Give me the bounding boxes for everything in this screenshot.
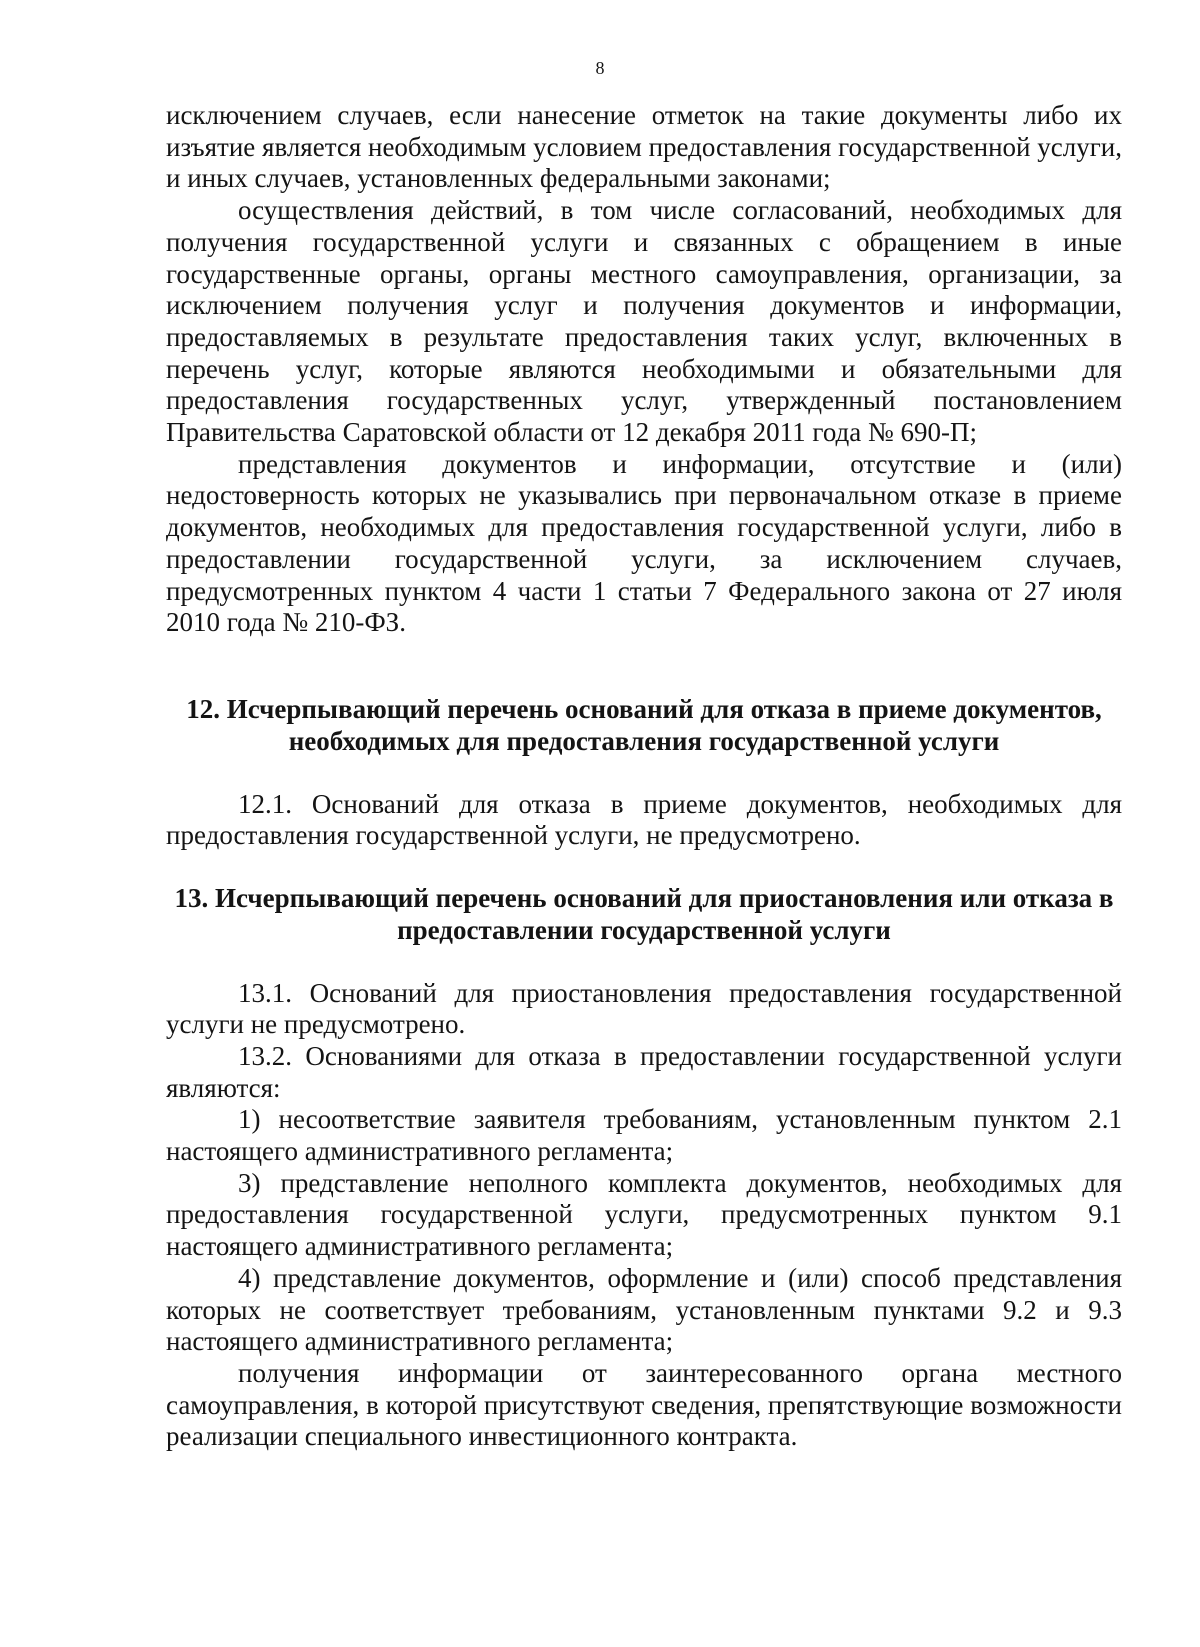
paragraph-intro-continuation: исключением случаев, если нанесение отметок на такие документы либо их изъятие является необходимым условием предоставления государственной услуги, и иных случаев, установленных федеральными законами; bbox=[166, 100, 1122, 194]
page-number: 8 bbox=[595, 58, 605, 78]
list-item-13-2-information: получения информации от заинтересованного органа местного самоуправления, в которой присутствуют сведения, препятствующие возможности реализации специального инвестиционного контракта. bbox=[166, 1357, 1122, 1452]
list-item-13-2-3: 3) представление неполного комплекта документов, необходимых для предоставления государственной услуги, предусмотренных пунктом 9.1 настоящего административного регламента; bbox=[166, 1167, 1122, 1262]
paragraph-intro-documents: представления документов и информации, отсутствие и (или) недостоверность которых не указывались при первоначальном отказе в приеме документов, необходимых для предоставления государственной услуги, либо в предоставлении государственной услуги, за исключением случаев, предусмотренных пунктом 4 части 1 статьи 7 Федерального закона от 27 июля 2010 года № 210-ФЗ. bbox=[166, 448, 1122, 638]
section-12-heading: 12. Исчерпывающий перечень оснований для отказа в приеме документов, необходимых для предоставления государственной услуги bbox=[186, 693, 1102, 756]
section-13-heading: 13. Исчерпывающий перечень оснований для приостановления или отказа в предоставлении государственной услуги bbox=[174, 882, 1114, 945]
list-item-13-2-4: 4) представление документов, оформление и (или) способ представления которых не соответствует требованиям, установленным пунктами 9.2 и 9.3 настоящего административного регламента; bbox=[166, 1262, 1122, 1357]
paragraph-12-1: 12.1. Оснований для отказа в приеме документов, необходимых для предоставления государственной услуги, не предусмотрено. bbox=[166, 788, 1122, 851]
document-body bbox=[166, 100, 1122, 1453]
paragraph-13-1: 13.1. Оснований для приостановления предоставления государственной услуги не предусмотрено. bbox=[166, 977, 1122, 1040]
list-item-13-2-1: 1) несоответствие заявителя требованиям, установленным пунктом 2.1 настоящего административного регламента; bbox=[166, 1104, 1122, 1167]
paragraph-intro-actions: осуществления действий, в том числе согласований, необходимых для получения государственной услуги и связанных с обращением в иные государственные органы, органы местного самоуправления, организации, за исключением получения услуг и получения документов и информации, предоставляемых в результате предоставления таких услуг, включенных в перечень услуг, которые являются необходимыми и обязательными для предоставления государственных услуг, утвержденный постановлением Правительства Саратовской области от 12 декабря 2011 года № 690-П; bbox=[166, 195, 1122, 448]
paragraph-13-2: 13.2. Основаниями для отказа в предоставлении государственной услуги являются: bbox=[166, 1040, 1122, 1103]
